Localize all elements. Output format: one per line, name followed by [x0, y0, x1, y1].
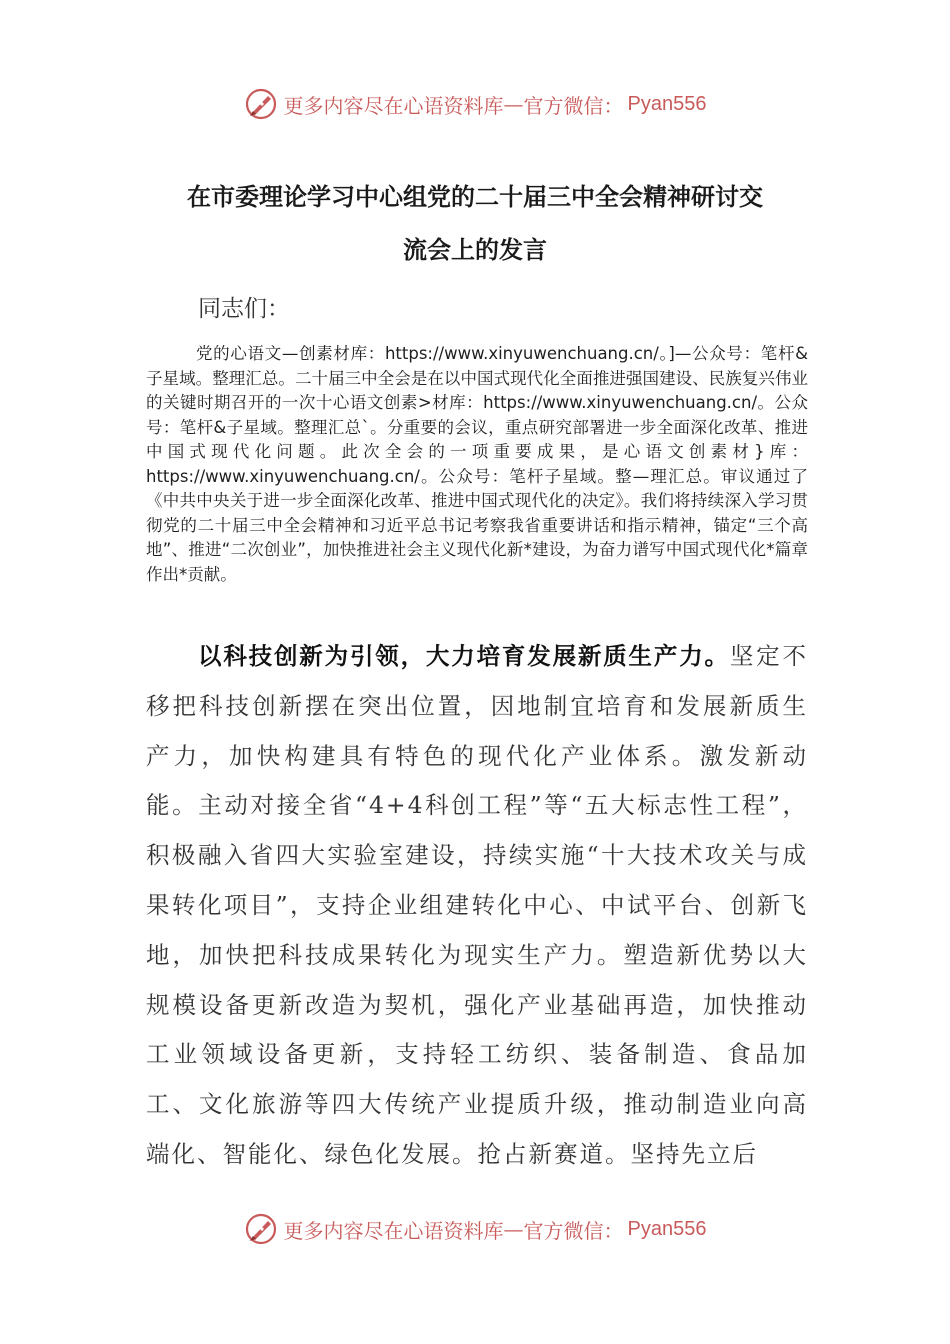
- section-body: 坚定不移把科技创新摆在突出位置，因地制宜培育和发展新质生产力，加快构建具有特色的现代化产业体系。激发新动能。主动对接全省“4+4科创工程”等“五大标志性工程”，积极融入省四大实验室建设，持续实施“十大技术攻关与成果转化项目”，支持企业组建转化中心、中试平台、创新飞地，加快把科技成果转化为现实生产力。塑造新优势以大规模设备更新改造为契机，强化产业基础再造，加快推动工业领域设备更新，支持轻工纺织、装备制造、食品加工、文化旅游等四大传统产业提质升级，推动制造业向高端化、智能化、绿色化发展。抢占新赛道。坚持先立后: [146, 642, 809, 1168]
- document-title-line1: 在市委理论学习中心组党的二十届三中全会精神研讨交: [187, 183, 763, 211]
- watermark-dash: —: [503, 92, 524, 116]
- header-watermark: [0, 82, 950, 126]
- watermark-site-text: 更多内容尽在心语资料库: [283, 1218, 504, 1243]
- watermark-dash: —: [503, 1217, 524, 1241]
- watermark-wechat-text: 官方微信：: [523, 1218, 624, 1243]
- watermark-handle: Pyan556: [627, 1217, 707, 1240]
- intro-paragraph: 党的心语文—创素材库：https://www.xinyuwenchuang.cn/。]—公众号：笔杆&子星域。整理汇总。二十届三中全会是在以中国式现代化全面推进强国建设、民族复兴伟业的关键时期召开的一次十心语文创素>材库：https://www.xinyuwenchuang.cn/。公众号：笔杆&子星域。整理汇总`。分重要的会议，重点研究部署进一步全面深化改革、推进中国式现代化问题。此次全会的一项重要成果，是心语文创素材}库：https://www.xinyuwenchuang.cn/。公众号：笔杆子星域。整—理汇总。审议通过了《中共中央关于进一步全面深化改革、推进中国式现代化的决定》。我们将持续深入学习贯彻党的二十届三中全会精神和习近平总书记考察我省重要讲话和指示精神，锚定“三个高地”、推进“二次创业”，加快推进社会主义现代化新*建设，为奋力谱写中国式现代化*篇章作出*贡献。: [146, 344, 808, 584]
- watermark-site-text: 更多内容尽在心语资料库: [283, 93, 504, 118]
- fountain-pen-seal-icon: [244, 1212, 278, 1246]
- section-paragraph: [146, 632, 808, 1180]
- salutation: 同志们：: [198, 296, 290, 322]
- watermark-handle: Pyan556: [627, 92, 707, 115]
- section-heading: 以科技创新为引领，大力培育发展新质生产力。: [198, 642, 730, 670]
- footer-watermark: [0, 1207, 950, 1251]
- document-title-line2: 流会上的发言: [403, 236, 547, 264]
- fountain-pen-seal-icon: [244, 87, 278, 121]
- watermark-wechat-text: 官方微信：: [523, 93, 624, 118]
